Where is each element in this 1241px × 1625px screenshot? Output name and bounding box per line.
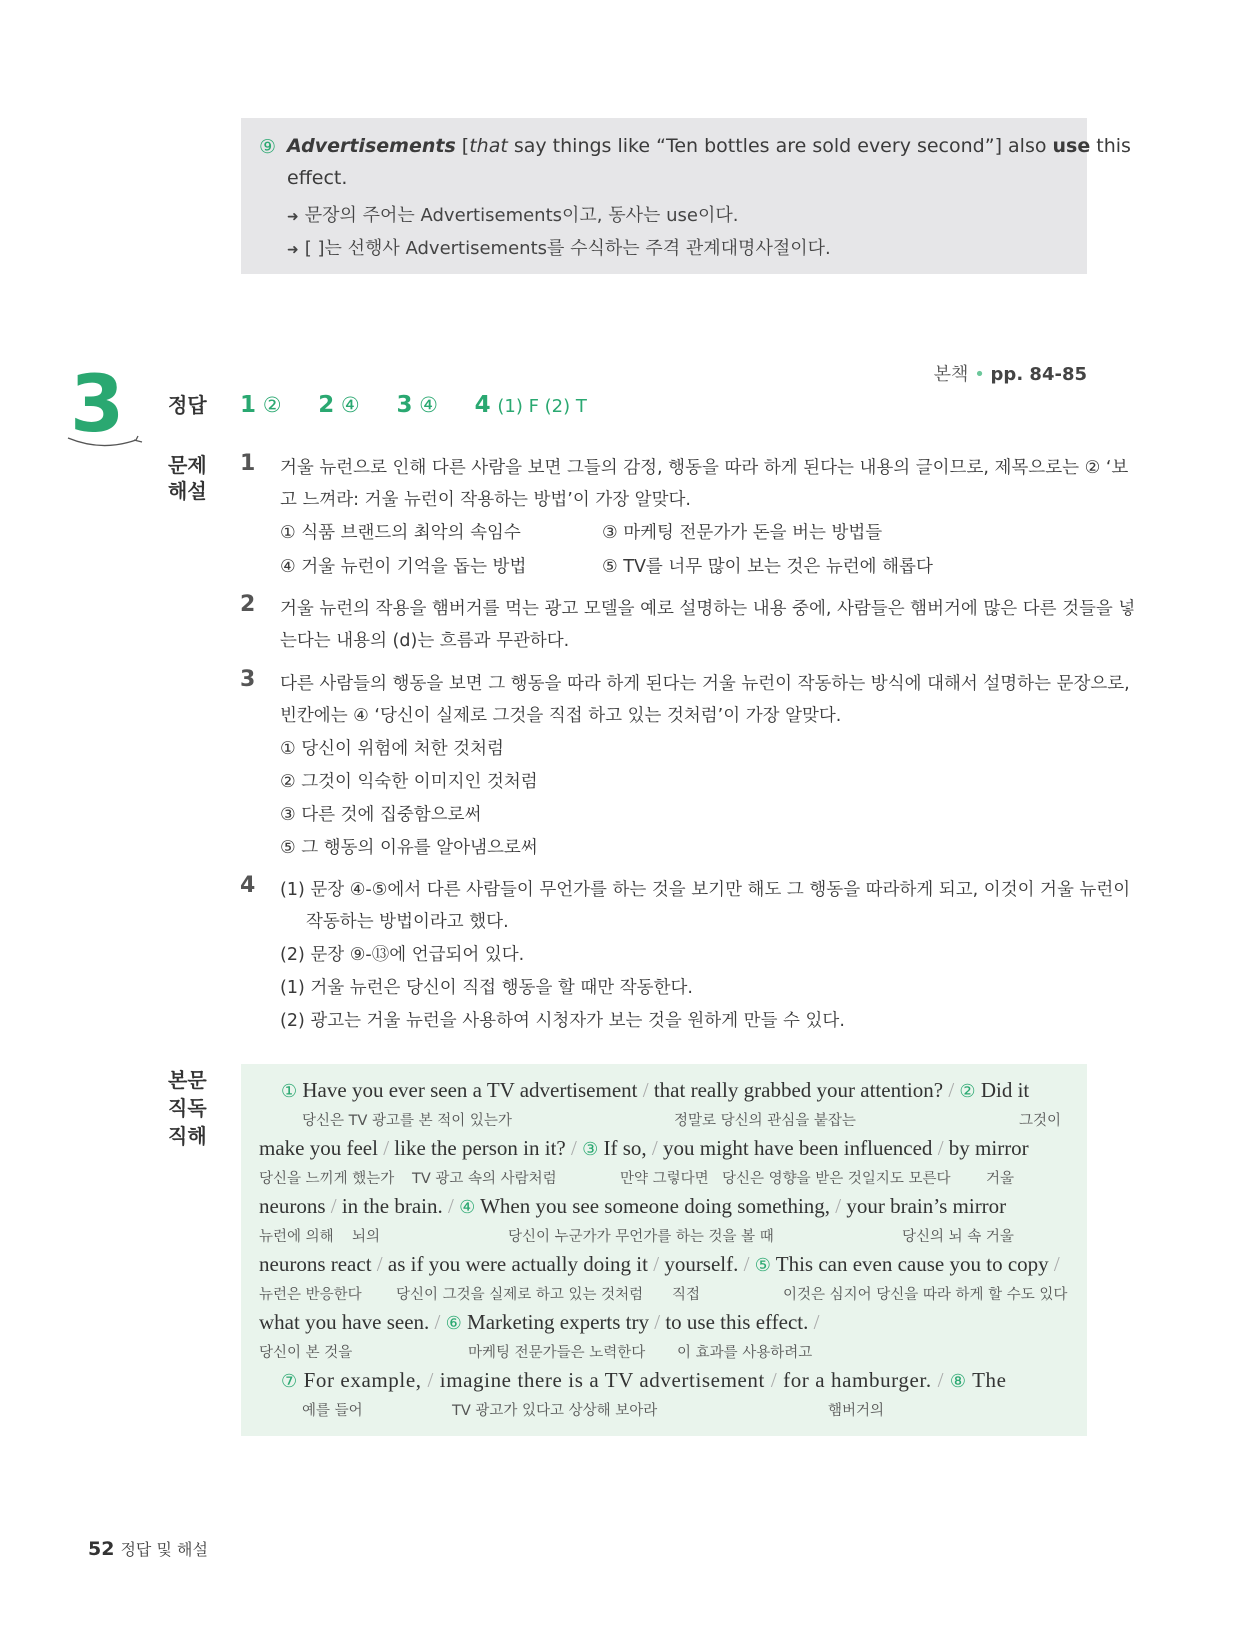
answer-item: 1 ② xyxy=(240,392,282,418)
footer-label: 정답 및 해설 xyxy=(120,1540,208,1559)
answer-item: 3 ④ xyxy=(396,392,438,418)
korean-gloss: 그것이 xyxy=(1019,1113,1062,1129)
explanation-text: 빈칸에는 ④ ‘당신이 실제로 그것을 직접 하고 있는 것처럼’이 가장 알맞다. xyxy=(280,706,842,726)
option-text: ① 식품 브랜드의 최악의 속임수 xyxy=(280,523,521,543)
arrow-icon: ➜ xyxy=(287,209,299,225)
korean-gloss: 당신은 TV 광고를 본 적이 있는가 xyxy=(302,1113,512,1129)
verb-word: use xyxy=(1052,135,1091,157)
arrow-icon: ➜ xyxy=(287,242,299,258)
korean-gloss: 뇌의 xyxy=(352,1229,381,1245)
english-line: neurons / in the brain. / ④ When you see someone doing something, / your brain’s mirror xyxy=(259,1194,1007,1218)
korean-gloss: 이것은 심지어 당신을 따라 하게 할 수도 있다 xyxy=(783,1287,1068,1303)
korean-gloss: 거울 xyxy=(986,1171,1015,1187)
korean-gloss: 이 효과를 사용하려고 xyxy=(677,1345,813,1361)
korean-gloss: 정말로 당신의 관심을 붙잡는 xyxy=(674,1113,856,1129)
subject-word: Advertisements xyxy=(287,135,456,157)
bracket: [ xyxy=(455,135,470,157)
english-line: what you have seen. / ⑥ Marketing experts try / to use this effect. / xyxy=(259,1310,820,1334)
korean-gloss: 만약 그렇다면 xyxy=(620,1171,709,1187)
explanation-text: 거울 뉴런으로 인해 다른 사람을 보면 그들의 감정, 행동을 따라 하게 된다는 내용의 글이므로, 제목으로는 ② ‘보 xyxy=(280,458,1129,478)
explanation-text: (1) 문장 ④-⑤에서 다른 사람들이 무언가를 하는 것을 보기만 해도 그 행동을 따라하게 되고, 이것이 거울 뉴런이 xyxy=(280,880,1131,900)
korean-gloss: 당신을 느끼게 했는가 xyxy=(259,1171,395,1187)
korean-gloss: 당신이 누군가가 무언가를 하는 것을 볼 때 xyxy=(508,1229,774,1245)
reading-label: 본문 직독 직해 xyxy=(168,1068,207,1148)
explanation-text: 고 느껴라: 거울 뉴런이 작용하는 방법’이 가장 알맞다. xyxy=(280,490,691,510)
explanation-text: 다른 사람들의 행동을 보면 그 행동을 따라 하게 된다는 거울 뉴런이 작동하는 방식에 대해서 설명하는 문장으로, xyxy=(280,674,1130,694)
english-line: make you feel / like the person in it? / ③ If so, / you might have been influenced / by mirror xyxy=(259,1136,1029,1160)
note-explanation-text: 문장의 주어는 Advertisements이고, 동사는 use이다. xyxy=(304,205,739,226)
bullet-dot-icon: • xyxy=(974,364,985,385)
option-text: ④ 거울 뉴런이 기억을 돕는 방법 xyxy=(280,557,527,577)
page-reference xyxy=(934,360,1087,386)
option-text: ① 당신이 위험에 처한 것처럼 xyxy=(280,739,504,759)
question-number: 3 xyxy=(240,667,256,692)
english-line: ① Have you ever seen a TV advertisement / that really grabbed your attention? / ② Did it xyxy=(281,1078,1030,1102)
korean-gloss: 뉴런에 의해 xyxy=(259,1229,334,1245)
explanation-text: 거울 뉴런의 작용을 햄버거를 먹는 광고 모델을 예로 설명하는 내용 중에, 사람들은 햄버거에 많은 다른 것들을 넣 xyxy=(280,599,1136,619)
english-line: neurons react / as if you were actually doing it / yourself. / ⑤ This can even cause you to copy / xyxy=(259,1252,1060,1276)
option-text: ③ 다른 것에 집중함으로써 xyxy=(280,805,482,825)
korean-gloss: 당신이 본 것을 xyxy=(259,1345,353,1361)
answer-list xyxy=(240,392,587,418)
note-sentence-line-1 xyxy=(287,135,1131,157)
korean-gloss: 뉴런은 반응한다 xyxy=(259,1287,362,1303)
section-number: 3 xyxy=(70,360,125,450)
korean-gloss: 당신은 영향을 받은 것일지도 모른다 xyxy=(722,1171,951,1187)
explanation-text: (2) 광고는 거울 뉴런을 사용하여 시청자가 보는 것을 원하게 만들 수 있다. xyxy=(280,1011,845,1031)
answer-item: 4 (1) F (2) T xyxy=(474,392,587,418)
korean-gloss: 당신의 뇌 속 거울 xyxy=(902,1229,1014,1245)
tail-text: this xyxy=(1090,135,1131,157)
explanation-text: (1) 거울 뉴런은 당신이 직접 행동을 할 때만 작동한다. xyxy=(280,978,693,998)
note-explanation-2 xyxy=(287,234,831,260)
answer-label: 정답 xyxy=(168,393,207,417)
question-number: 2 xyxy=(240,592,256,617)
direct-reading-box xyxy=(241,1064,1087,1436)
grammar-note-box xyxy=(241,118,1131,274)
korean-gloss: TV 광고가 있다고 상상해 보아라 xyxy=(452,1403,658,1419)
question-number: 4 xyxy=(240,873,256,898)
note-explanation-text: [ ]는 선행사 Advertisements를 수식하는 주격 관계대명사절이다. xyxy=(304,238,831,259)
note-explanation-1 xyxy=(287,201,738,227)
page-number: 52 xyxy=(88,1538,115,1560)
question-number: 1 xyxy=(240,451,256,476)
option-text: ⑤ 그 행동의 이유를 알아냄으로써 xyxy=(280,838,538,858)
clause-text: say things like “Ten bottles are sold every second”] also xyxy=(507,135,1053,157)
explanation-label: 문제 해설 xyxy=(168,453,207,503)
korean-gloss: 마케팅 전문가들은 노력한다 xyxy=(468,1345,646,1361)
option-text: ③ 마케팅 전문가가 돈을 버는 방법들 xyxy=(602,523,883,543)
explanation-text: 는다는 내용의 (d)는 흐름과 무관하다. xyxy=(280,631,570,651)
korean-gloss: 직접 xyxy=(672,1287,701,1303)
page-footer xyxy=(88,1537,208,1560)
explanation-text: 작동하는 방법이라고 했다. xyxy=(306,912,509,932)
korean-gloss: 예를 들어 xyxy=(302,1403,363,1419)
explanation-text: (2) 문장 ⑨-⑬에 언급되어 있다. xyxy=(280,945,525,965)
note-sentence-line-2: effect. xyxy=(287,167,348,189)
korean-gloss: TV 광고 속의 사람처럼 xyxy=(412,1171,557,1187)
korean-gloss: 당신이 그것을 실제로 하고 있는 것처럼 xyxy=(396,1287,644,1303)
english-line: ⑦ For example, / imagine there is a TV advertisement / for a hamburger. / ⑧ The xyxy=(281,1368,1007,1392)
page-ref-pages: pp. 84-85 xyxy=(990,364,1087,385)
section-number-underline-icon xyxy=(66,430,146,452)
answer-item: 2 ④ xyxy=(318,392,360,418)
option-text: ⑤ TV를 너무 많이 보는 것은 뉴런에 해롭다 xyxy=(602,557,933,577)
option-text: ② 그것이 익숙한 이미지인 것처럼 xyxy=(280,772,538,792)
korean-gloss: 햄버거의 xyxy=(828,1403,885,1419)
page-ref-label: 본책 xyxy=(933,364,969,385)
relative-pronoun: that xyxy=(469,135,508,157)
sentence-number: ⑨ xyxy=(259,136,277,158)
